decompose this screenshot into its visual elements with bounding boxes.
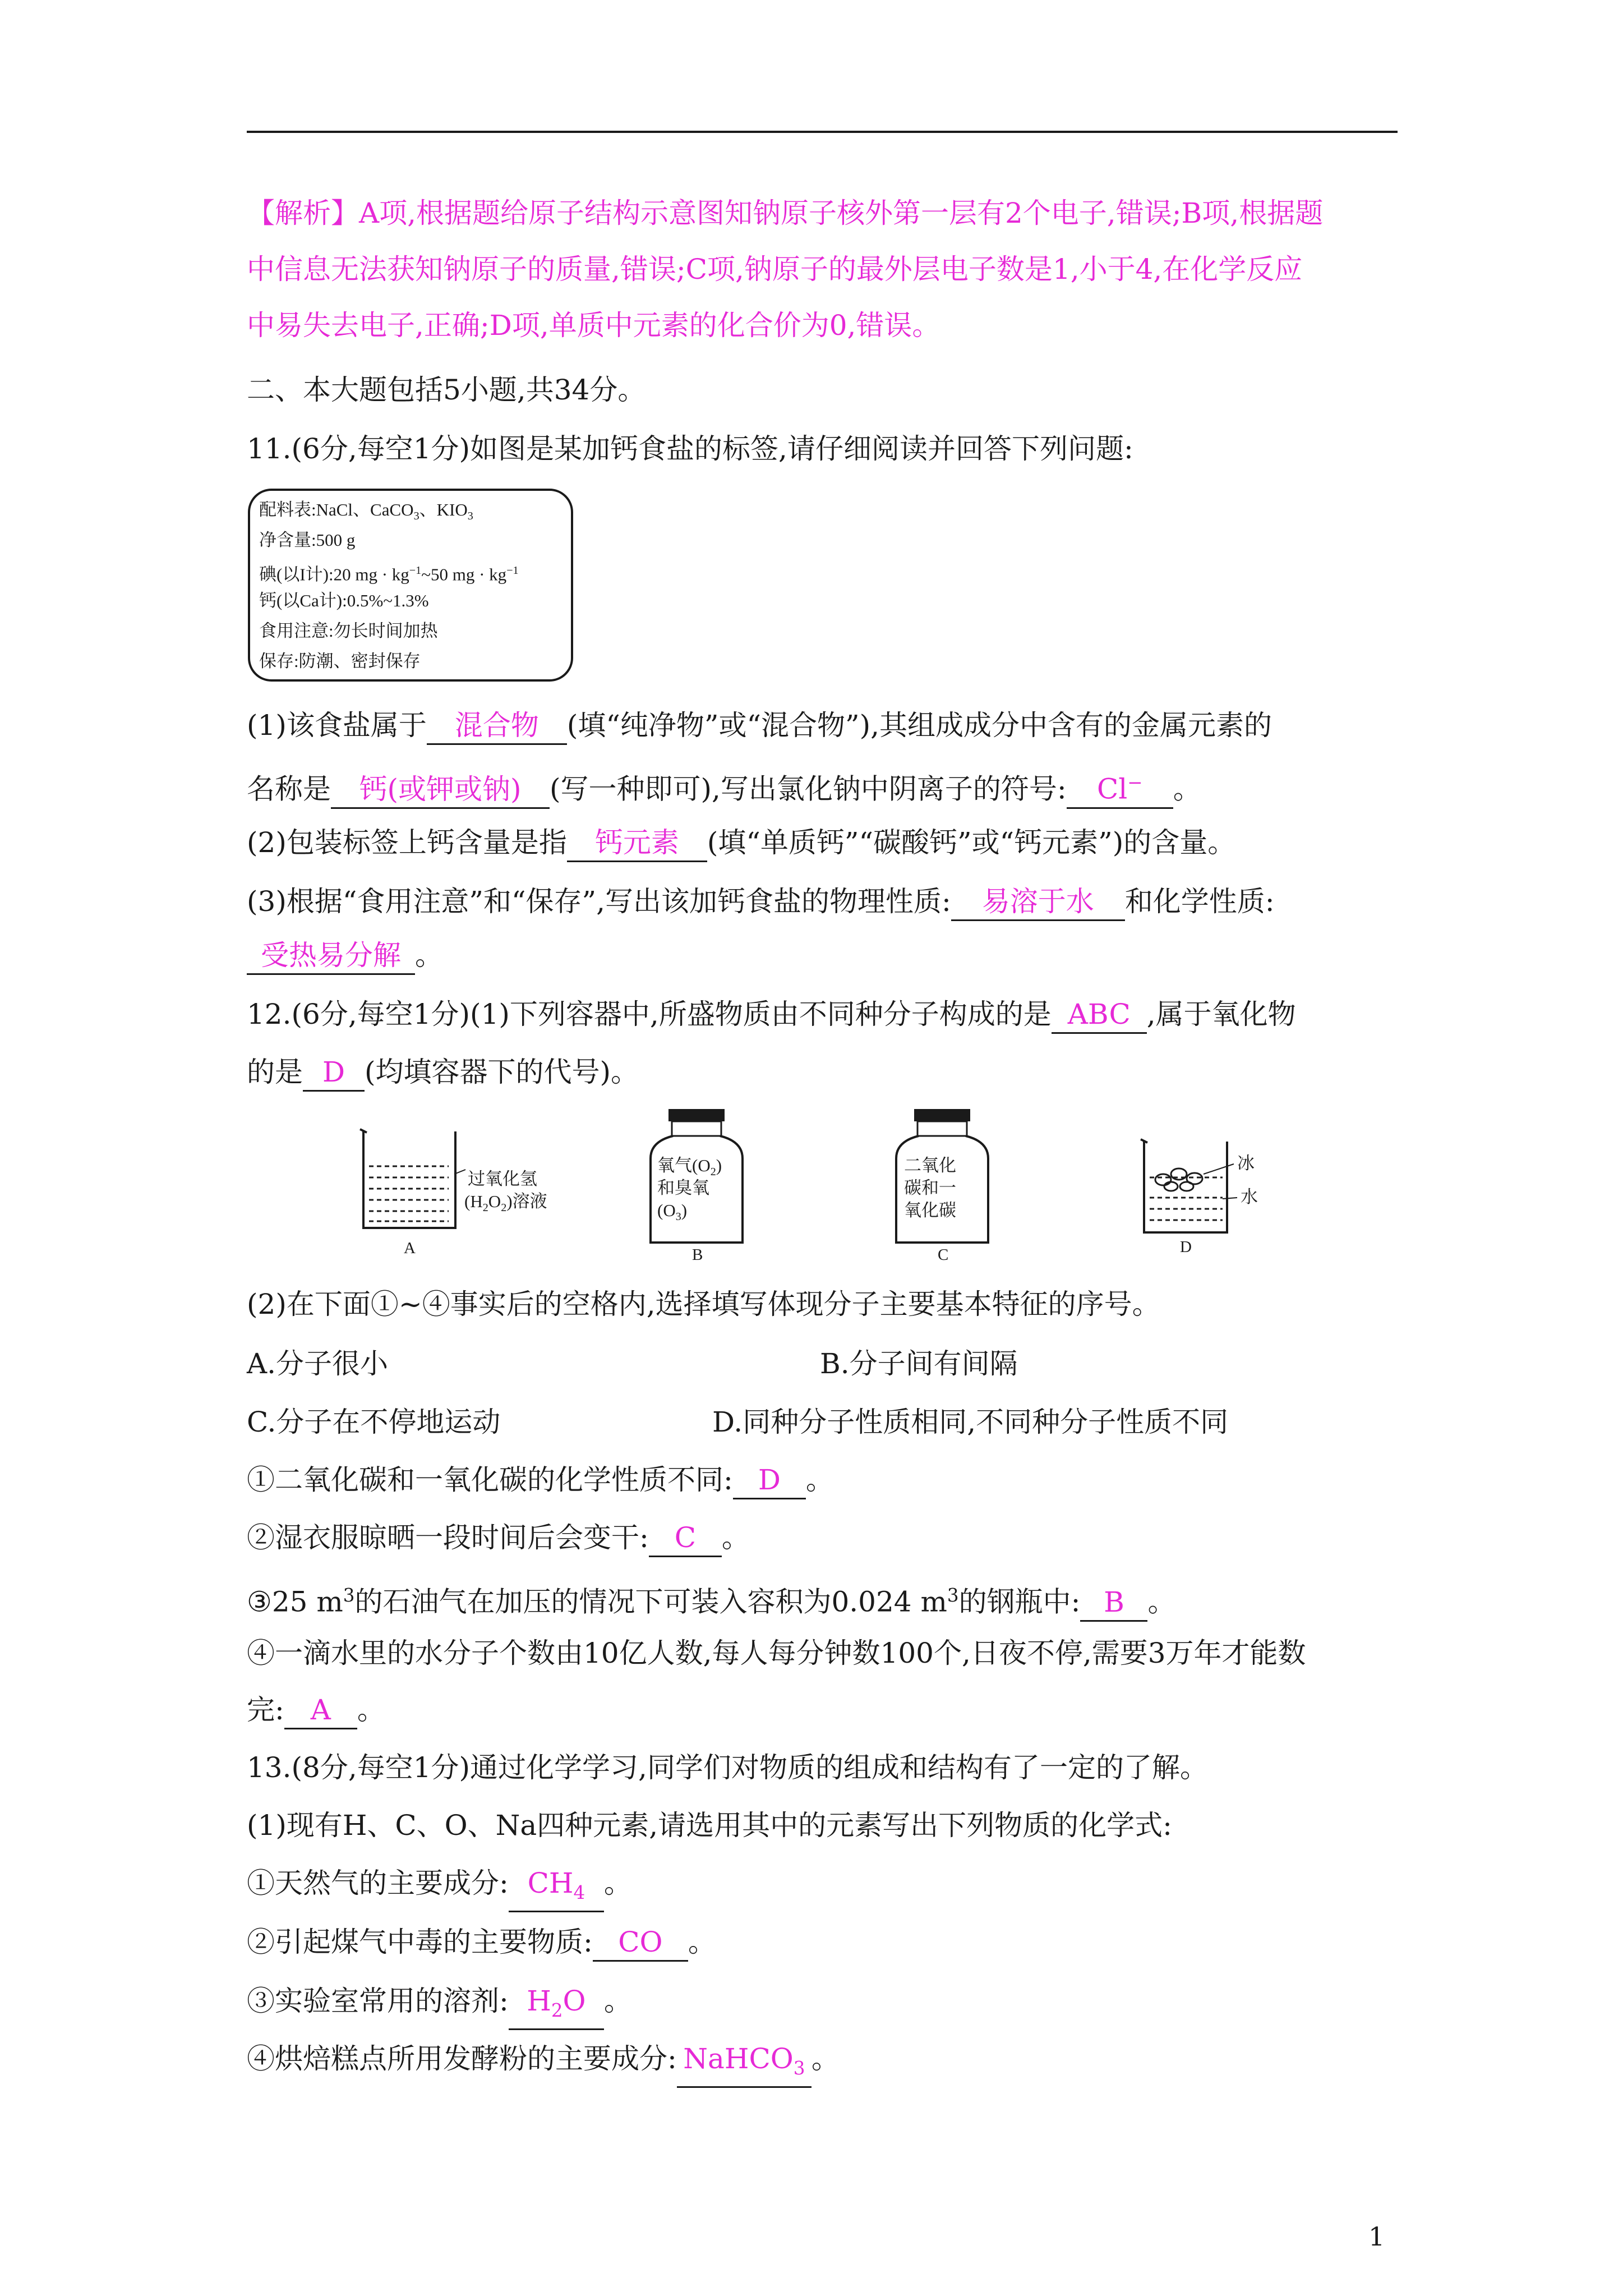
salt-label-box xyxy=(248,489,573,682)
q11-part2: (2)包装标签上钙含量是指 钙元素 (填“单质钙”“碳酸钙”或“钙元素”)的含量。 xyxy=(247,825,1235,862)
q12-fact-4-answer: A xyxy=(284,1692,357,1729)
page-number: 1 xyxy=(1368,2221,1385,2252)
label-iodine: 碘(以I计):20 mg · $kg^{-1}\sim 50$ mg · $kg^{-1}$ xyxy=(259,564,519,585)
container-b-label-line2: 和臭氧 xyxy=(657,1178,709,1198)
container-b-label-line1: 氧气$(O_2)$ xyxy=(657,1156,722,1179)
q12-fact-4-line2: 完: A 。 xyxy=(247,1692,385,1729)
q13-item-4-answer: NaHCO$_3$ xyxy=(677,2041,811,2088)
q11-part3-line1: (3)根据“食用注意”和“保存”,写出该加钙食盐的物理性质: 易溶于水 和化学性质: xyxy=(247,884,1275,921)
section-heading: 二、本大题包括5小题,共34分。 xyxy=(247,374,646,406)
container-c-caption: C xyxy=(938,1246,949,1264)
q11-answer-anion: Cl− xyxy=(1067,765,1173,809)
label-ingredients: 配料表:NaCl、CaCO$_3$、$KIO_3$ xyxy=(259,500,473,523)
q11-part1-line2: 名称是 钙(或钾或钠) (写一种即可),写出氯化钠中阴离子的符号: Cl− 。 xyxy=(247,765,1201,809)
analysis-line-1: 【解析】A项,根据题给原子结构示意图知钠原子核外第一层有2个电子,错误;B项,根据题 xyxy=(247,197,1324,229)
container-c-label-line2: 碳和一 xyxy=(904,1178,956,1198)
q11-answer-chemical: 受热易分解 xyxy=(247,937,415,975)
q13-stem: 13.(8分,每空1分)通过化学学习,同学们对物质的组成和结构有了一定的了解。 xyxy=(247,1751,1208,1784)
q11-answer-mixture: 混合物 xyxy=(427,707,567,745)
q13-part1: (1)现有H、C、O、Na四种元素,请选用其中的元素写出下列物质的化学式: xyxy=(247,1809,1172,1842)
q13-item-3-answer: $H_2O$ xyxy=(509,1983,604,2030)
containers-figure xyxy=(359,1108,1279,1265)
q11-stem: 11.(6分,每空1分)如图是某加钙食盐的标签,请仔细阅读并回答下列问题: xyxy=(247,432,1133,465)
label-usage-note: 食用注意:勿长时间加热 xyxy=(259,621,438,641)
container-b-caption: B xyxy=(692,1246,703,1264)
container-c-label-line1: 二氧化 xyxy=(904,1156,956,1175)
q12-fact-1: ①二氧化碳和一氧化碳的化学性质不同: D 。 xyxy=(247,1462,834,1499)
q13-item-1: ①天然气的主要成分: $CH_4$ 。 xyxy=(247,1865,632,1912)
container-d-water-label: 水 xyxy=(1241,1187,1258,1207)
container-b-label-line3: $(O_3)$ xyxy=(657,1200,688,1223)
analysis-line-2: 中信息无法获知钠原子的质量,错误;C项,钠原子的最外层电子数是1,小于4,在化学反应 xyxy=(247,253,1303,286)
q13-item-3: ③实验室常用的溶剂: $H_2O$ 。 xyxy=(247,1983,632,2030)
container-a-caption: A xyxy=(404,1239,416,1257)
q12-option-b: B.分子间有间隔 xyxy=(820,1347,1018,1380)
q12-fact-2: ②湿衣服晾晒一段时间后会变干: C 。 xyxy=(247,1520,750,1557)
q12-part2: (2)在下面①~④事实后的空格内,选择填写体现分子主要基本特征的序号。 xyxy=(247,1288,1160,1320)
label-calcium: 钙(以Ca计):0.5%~1.3% xyxy=(259,591,429,610)
header-rule xyxy=(247,131,1398,133)
q12-answer-mixture: ABC xyxy=(1052,996,1147,1034)
q12-answer-oxide: D xyxy=(303,1054,365,1092)
q12-fact-1-answer: D xyxy=(733,1462,806,1499)
q12-option-d: D.同种分子性质相同,不同种分子性质不同 xyxy=(712,1406,1229,1438)
q13-item-2: ②引起煤气中毒的主要物质: CO 。 xyxy=(247,1924,716,1962)
container-d-caption: D xyxy=(1180,1238,1192,1256)
q11-answer-element: 钙元素 xyxy=(567,825,707,862)
container-a-label-line1: 过氧化氢 xyxy=(468,1169,537,1189)
label-net-weight: 净含量:500 g xyxy=(259,530,356,550)
q12-option-a: A.分子很小 xyxy=(247,1347,389,1380)
q11-part3-line2: 受热易分解 。 xyxy=(247,937,443,975)
label-storage: 保存:防潮、密封保存 xyxy=(259,651,421,671)
q12-fact-4-line1: ④一滴水里的水分子个数由10亿人数,每人每分钟数100个,日夜不停,需要3万年才能数 xyxy=(247,1637,1306,1669)
q11-answer-metal: 钙(或钾或钠) xyxy=(331,771,550,809)
q13-item-2-answer: CO xyxy=(593,1924,688,1962)
q12-stem-line1: 12.(6分,每空1分)(1)下列容器中,所盛物质由不同种分子构成的是 ABC ,属于氧化物 xyxy=(247,996,1296,1034)
q12-fact-3-answer: B xyxy=(1080,1584,1147,1622)
q11-answer-physical: 易溶于水 xyxy=(951,884,1125,921)
analysis-line-3: 中易失去电子,正确;D项,单质中元素的化合价为0,错误。 xyxy=(247,309,940,342)
container-a-label-line2: $(H_2O_2)$溶液 xyxy=(464,1191,547,1214)
container-d-ice-label: 冰 xyxy=(1237,1153,1255,1173)
q12-fact-2-answer: C xyxy=(649,1520,722,1557)
q11-part1-line1: (1)该食盐属于 混合物 (填“纯净物”或“混合物”),其组成成分中含有的金属元素的 xyxy=(247,707,1272,745)
container-c-label-line3: 氧化碳 xyxy=(904,1200,956,1220)
q13-item-1-answer: $CH_4$ xyxy=(509,1865,604,1912)
q12-option-c: C.分子在不停地运动 xyxy=(247,1406,501,1438)
q12-fact-3: ③25 $m^3$的石油气在加压的情况下可装入容积为0.024 $m^3$的钢瓶中: B 。 xyxy=(247,1577,1175,1622)
q13-item-4: ④烘焙糕点所用发酵粉的主要成分: NaHCO$_3$ 。 xyxy=(247,2041,840,2088)
q12-stem-line2: 的是 D (均填容器下的代号)。 xyxy=(247,1054,639,1092)
